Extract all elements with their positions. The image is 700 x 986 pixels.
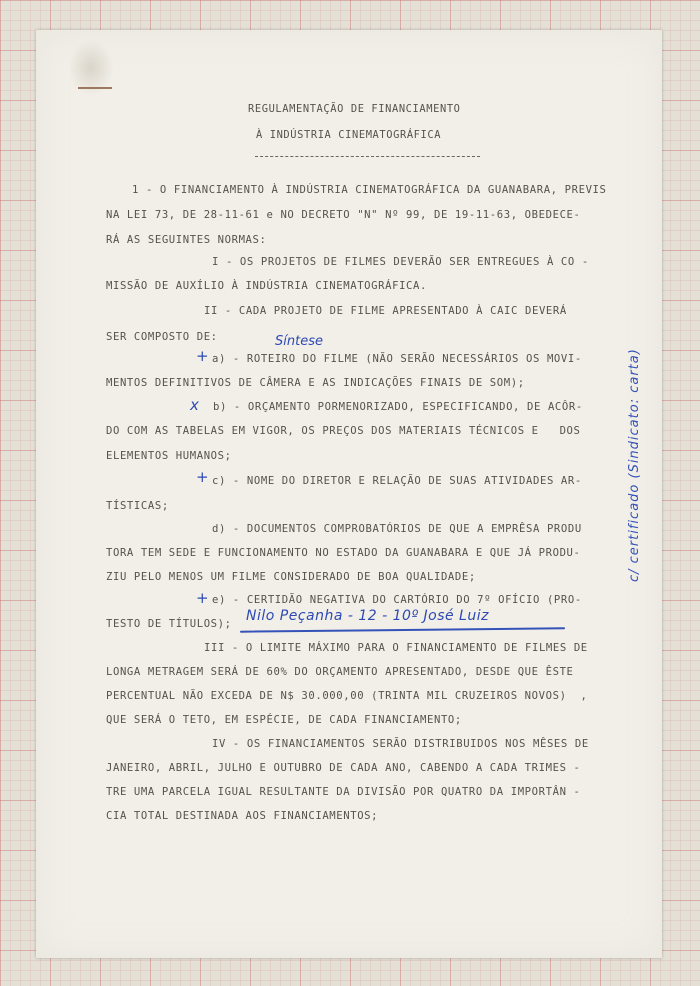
handwritten-margin-note: c/ certificado (Sindicato: carta) — [627, 348, 642, 582]
text-line: a) - ROTEIRO DO FILME (NÃO SERÃO NECESSÁRIOS OS MOVI- — [212, 353, 582, 365]
text-line: d) - DOCUMENTOS COMPROBATÓRIOS DE QUE A EMPRÊSA PRODU — [212, 523, 582, 535]
text-line: TRE UMA PARCELA IGUAL RESULTANTE DA DIVISÃO POR QUATRO DA IMPORTÂN - — [106, 786, 581, 798]
text-line: NA LEI 73, DE 28-11-61 e NO DECRETO "N" Nº 99, DE 19-11-63, OBEDECE- — [106, 209, 581, 221]
handwritten-plus-mark-c: + — [196, 468, 209, 486]
text-line: II - CADA PROJETO DE FILME APRESENTADO À CAIC DEVERÁ — [204, 305, 567, 317]
text-line: ELEMENTOS HUMANOS; — [106, 450, 232, 462]
title-dashed-rule — [255, 156, 480, 157]
text-line: 1 - O FINANCIAMENTO À INDÚSTRIA CINEMATOGRÁFICA DA GUANABARA, PREVIS — [132, 184, 607, 196]
text-line: TESTO DE TÍTULOS); — [106, 618, 232, 630]
text-line: MISSÃO DE AUXÍLIO À INDÚSTRIA CINEMATOGRÁFICA. — [106, 280, 427, 292]
text-line: c) - NOME DO DIRETOR E RELAÇÃO DE SUAS ATIVIDADES AR- — [212, 475, 582, 487]
text-line: RÁ AS SEGUINTES NORMAS: — [106, 234, 267, 246]
text-line: SER COMPOSTO DE: — [106, 331, 218, 343]
handwritten-x-mark-b: x — [190, 396, 199, 414]
margin-tick-mark — [78, 87, 112, 89]
document-title-line-2: À INDÚSTRIA CINEMATOGRÁFICA — [256, 129, 442, 141]
text-line: e) - CERTIDÃO NEGATIVA DO CARTÓRIO DO 7º OFÍCIO (PRO- — [212, 594, 582, 606]
text-line: TORA TEM SEDE E FUNCIONAMENTO NO ESTADO DA GUANABARA E QUE JÁ PRODU- — [106, 547, 581, 559]
text-line: JANEIRO, ABRIL, JULHO E OUTUBRO DE CADA ANO, CABENDO A CADA TRIMES - — [106, 762, 581, 774]
text-line: b) - ORÇAMENTO PORMENORIZADO, ESPECIFICANDO, DE ACÔR- — [213, 401, 583, 413]
text-line: III - O LIMITE MÁXIMO PARA O FINANCIAMENTO DE FILMES DE — [204, 642, 588, 654]
text-line: IV - OS FINANCIAMENTOS SERÃO DISTRIBUIDOS NOS MÊSES DE — [212, 738, 589, 750]
handwritten-address-note: Nilo Peçanha - 12 - 10º José Luiz — [246, 608, 489, 624]
document-title-line-1: REGULAMENTAÇÃO DE FINANCIAMENTO — [248, 103, 461, 115]
text-line: QUE SERÁ O TETO, EM ESPÉCIE, DE CADA FINANCIAMENTO; — [106, 714, 462, 726]
text-line: ZIU PELO MENOS UM FILME CONSIDERADO DE BOA QUALIDADE; — [106, 571, 476, 583]
text-line: DO COM AS TABELAS EM VIGOR, OS PREÇOS DOS MATERIAIS TÉCNICOS E DOS — [106, 425, 581, 437]
text-line: I - OS PROJETOS DE FILMES DEVERÃO SER ENTREGUES À CO - — [212, 256, 589, 268]
handwritten-plus-mark-e: + — [196, 589, 209, 607]
text-line: PERCENTUAL NÃO EXCEDA DE N$ 30.000,00 (TRINTA MIL CRUZEIROS NOVOS) , — [106, 690, 588, 702]
text-line: LONGA METRAGEM SERÁ DE 60% DO ORÇAMENTO APRESENTADO, DESDE QUE ÊSTE — [106, 666, 574, 678]
text-line: TÍSTICAS; — [106, 500, 169, 512]
handwritten-sintese-note: Síntese — [275, 334, 323, 349]
handwritten-plus-mark-a: + — [196, 347, 209, 365]
text-line: MENTOS DEFINITIVOS DE CÂMERA E AS INDICAÇÕES FINAIS DE SOM); — [106, 377, 525, 389]
text-line: CIA TOTAL DESTINADA AOS FINANCIAMENTOS; — [106, 810, 379, 822]
